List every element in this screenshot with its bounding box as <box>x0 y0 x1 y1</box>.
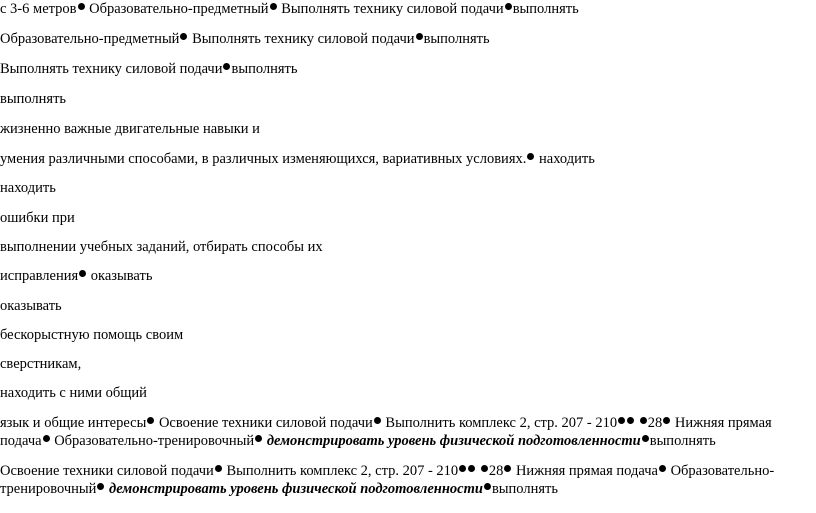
bullet-dot-icon <box>468 465 475 472</box>
text-segment: выполнять <box>231 61 298 77</box>
text-segment: 28 <box>647 415 663 431</box>
text-segment: Нижняя прямая <box>674 415 772 431</box>
text-segment: выполнять <box>491 481 558 497</box>
text-line-1 <box>0 1 579 18</box>
text-segment: тренировочный <box>0 481 97 497</box>
bullet-dot-icon <box>640 417 647 424</box>
text-segment: выполнять <box>423 31 490 47</box>
text-line-15 <box>0 415 772 432</box>
text-segment: Выполнять технику силовой подачи <box>281 1 504 17</box>
text-segment: выполнять <box>512 1 579 17</box>
bullet-dot-icon <box>223 63 230 70</box>
text-line-9: выполнении учебных заданий, отбирать способы их <box>0 239 323 255</box>
emphasis-text: демонстрировать уровень физической подготовленности <box>266 433 641 449</box>
text-line-7: находить <box>0 180 56 196</box>
bullet-dot-icon <box>180 33 187 40</box>
bullet-dot-icon <box>504 465 511 472</box>
bullet-dot-icon <box>270 3 277 10</box>
bullet-dot-icon <box>505 3 512 10</box>
text-segment: с 3-6 метров <box>0 1 77 17</box>
text-segment: подача <box>0 433 42 449</box>
bullet-dot-icon <box>97 483 104 490</box>
text-line-6 <box>0 151 595 168</box>
text-segment: Освоение техники силовой подачи <box>158 415 373 431</box>
text-segment: язык и общие интересы <box>0 415 147 431</box>
bullet-dot-icon <box>78 3 85 10</box>
bullet-dot-icon <box>481 465 488 472</box>
text-segment: Выполнять технику силовой подачи <box>192 31 415 47</box>
text-line-10 <box>0 268 152 285</box>
bullet-dot-icon <box>79 270 86 277</box>
bullet-dot-icon <box>618 417 625 424</box>
bullet-dot-icon <box>663 417 670 424</box>
text-segment: Образовательно-предметный <box>0 31 180 47</box>
bullet-dot-icon <box>374 417 381 424</box>
text-segment: Освоение техники силовой подачи <box>0 463 214 479</box>
text-segment: Выполнять технику силовой подачи <box>0 61 223 77</box>
bullet-dot-icon <box>416 33 423 40</box>
bullet-dot-icon <box>43 435 50 442</box>
text-segment: Выполнить комплекс 2, стр. 207 - 210 <box>226 463 459 479</box>
bullet-dot-icon <box>215 465 222 472</box>
text-segment: умения различными способами, в различных изменяющихся, вариативных условиях. <box>0 151 527 167</box>
text-segment: Выполнить комплекс 2, стр. 207 - 210 <box>385 415 618 431</box>
bullet-dot-icon <box>459 465 466 472</box>
text-line-14: находить с ними общий <box>0 385 147 401</box>
text-segment: 28 <box>488 463 504 479</box>
text-line-5: жизненно важные двигательные навыки и <box>0 121 260 137</box>
text-line-2 <box>0 31 490 48</box>
bullet-dot-icon <box>484 483 491 490</box>
text-segment: выполнять <box>649 433 716 449</box>
bullet-dot-icon <box>147 417 154 424</box>
text-segment: Нижняя прямая подача <box>515 463 658 479</box>
text-segment: исправления <box>0 268 79 284</box>
text-line-12: бескорыстную помощь своим <box>0 327 184 343</box>
text-line-8: ошибки при <box>0 210 75 226</box>
emphasis-text: демонстрировать уровень физической подготовленности <box>109 481 483 497</box>
bullet-dot-icon <box>627 417 634 424</box>
text-line-11: оказывать <box>0 298 62 314</box>
text-line-17 <box>0 463 774 480</box>
text-line-18 <box>0 481 558 498</box>
bullet-dot-icon <box>659 465 666 472</box>
text-line-13: сверстникам, <box>0 356 82 372</box>
bullet-dot-icon <box>642 435 649 442</box>
text-line-16 <box>0 433 716 450</box>
bullet-dot-icon <box>527 153 534 160</box>
text-line-4: выполнять <box>0 91 67 107</box>
text-segment: Образовательно- <box>670 463 775 479</box>
text-segment: находить <box>539 151 595 167</box>
text-segment: оказывать <box>90 268 153 284</box>
text-segment: Образовательно-тренировочный <box>54 433 255 449</box>
bullet-dot-icon <box>255 435 262 442</box>
text-segment: Образовательно-предметный <box>89 1 269 17</box>
text-line-3 <box>0 61 298 78</box>
